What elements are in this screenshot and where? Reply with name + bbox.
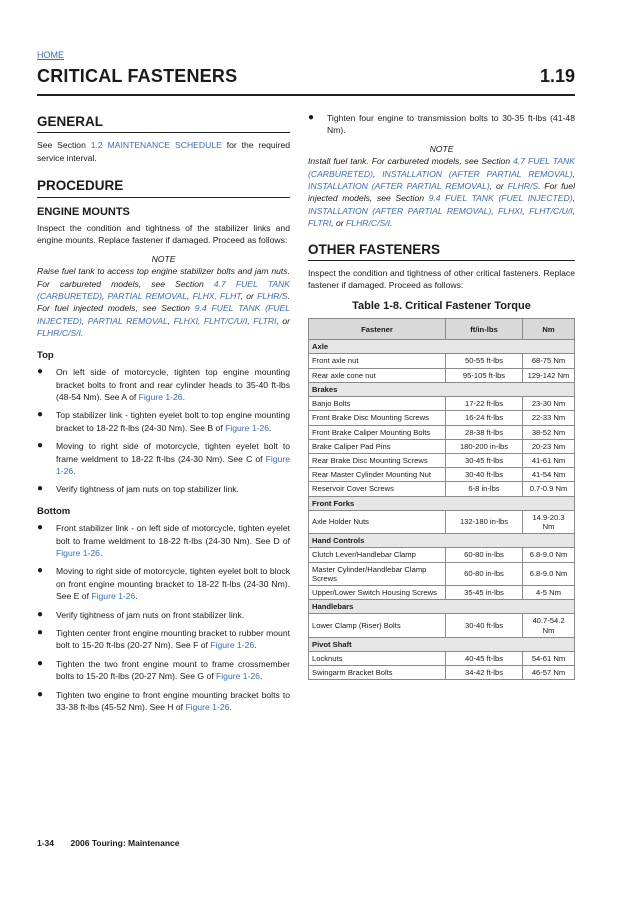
page-title-row bbox=[37, 66, 575, 87]
engine-mounts-heading: ENGINE MOUNTS bbox=[37, 205, 130, 218]
fastener-cell: Banjo Bolts bbox=[309, 397, 446, 411]
torque-ftlbs-cell: 28-38 ft-lbs bbox=[446, 425, 523, 439]
note-label: NOTE bbox=[151, 253, 176, 264]
torque-nm-cell: 38-52 Nm bbox=[523, 425, 575, 439]
cross-reference-link[interactable]: Figure 1-26 bbox=[56, 453, 290, 476]
text-run: . For fuel injected models, see Section bbox=[37, 291, 291, 314]
fastener-cell: Rear Brake Disc Mounting Screws bbox=[309, 453, 446, 467]
right-column bbox=[308, 112, 575, 680]
text-run: , bbox=[491, 205, 499, 216]
torque-ftlbs-cell: 30-45 ft-lbs bbox=[446, 453, 523, 467]
top-steps-list bbox=[37, 366, 290, 496]
table-header-cell: Fastener bbox=[309, 319, 446, 340]
cross-reference-link[interactable]: INSTALLATION (AFTER PARTIAL REMOVAL) bbox=[308, 181, 490, 192]
cross-reference-link[interactable]: Figure 1-26 bbox=[216, 671, 260, 682]
fastener-cell: Front Brake Caliper Mounting Bolts bbox=[309, 425, 446, 439]
text-run: , bbox=[247, 315, 254, 326]
text-run: , bbox=[522, 205, 530, 216]
note-text bbox=[37, 265, 290, 339]
text-run: Moving to right side of motorcycle, tighten eyelet bolt to block on front engine mounting bracket to 18-22 ft-lbs (24-30 Nm). See E of bbox=[56, 566, 290, 602]
fastener-cell: Clutch Lever/Handlebar Clamp bbox=[309, 548, 446, 562]
top-heading: Top bbox=[37, 349, 54, 361]
torque-ftlbs-cell: 16-24 ft-lbs bbox=[446, 411, 523, 425]
text-run: . bbox=[389, 218, 393, 229]
cross-reference-link[interactable]: PARTIAL REMOVAL bbox=[87, 315, 168, 326]
text-run: , bbox=[572, 205, 576, 216]
cross-reference-link[interactable]: FLHR/C/S/I bbox=[37, 328, 81, 339]
cross-reference-link[interactable]: 9.4 FUEL TANK (FUEL INJECTED) bbox=[428, 193, 573, 204]
text-run: . For fuel injected models, see Section bbox=[308, 181, 575, 204]
torque-nm-cell: 40.7-54.2 Nm bbox=[523, 614, 575, 637]
section-label: Handlebars bbox=[309, 600, 575, 614]
table-caption: Table 1-8. Critical Fastener Torque bbox=[352, 299, 531, 312]
table-row bbox=[309, 453, 575, 467]
table-row bbox=[309, 614, 575, 637]
section-number: 1.19 bbox=[539, 66, 575, 86]
procedure-heading: PROCEDURE bbox=[37, 180, 290, 197]
page-title: CRITICAL FASTENERS bbox=[37, 66, 238, 86]
text-run: , or bbox=[489, 181, 508, 192]
torque-ftlbs-cell: 40-45 ft-lbs bbox=[446, 651, 523, 665]
text-run: . bbox=[80, 328, 84, 339]
section-label: Hand Controls bbox=[309, 534, 575, 548]
table-row bbox=[309, 651, 575, 665]
fastener-cell: Rear axle cone nut bbox=[309, 368, 446, 382]
torque-nm-cell: 4-5 Nm bbox=[523, 585, 575, 599]
torque-nm-cell: 129-142 Nm bbox=[523, 368, 575, 382]
text-run: . bbox=[229, 702, 232, 713]
text-run: . bbox=[182, 391, 185, 402]
fastener-cell: Locknuts bbox=[309, 651, 446, 665]
engine-mounts-intro: Inspect the condition and tightness of the stabilizer links and engine mounts. Replace fastener if damaged. Proceed as follows: bbox=[37, 223, 290, 246]
section-label: Front Forks bbox=[309, 496, 575, 510]
text-run: Tighten two engine to front engine mounting bracket bolts to 33-38 ft-lbs (45-52 Nm). See H of bbox=[56, 689, 290, 713]
torque-ftlbs-cell: 50-55 ft-lbs bbox=[446, 354, 523, 368]
step-item bbox=[37, 627, 290, 652]
step-item bbox=[37, 483, 290, 495]
table-row bbox=[309, 562, 575, 585]
text-run: Tighten four engine to transmission bolts to 30-35 ft-lbs (41-48 Nm). bbox=[327, 113, 575, 136]
torque-nm-cell: 14.9-20.3 Nm bbox=[523, 510, 575, 533]
step-item bbox=[37, 689, 290, 714]
cross-reference-link[interactable]: FLHR/S bbox=[257, 291, 288, 302]
table-row bbox=[309, 666, 575, 680]
torque-nm-cell: 20-23 Nm bbox=[523, 439, 575, 453]
table-section-row bbox=[309, 637, 575, 651]
torque-nm-cell: 68-75 Nm bbox=[523, 354, 575, 368]
step-item bbox=[37, 440, 290, 477]
bottom-heading: Bottom bbox=[37, 505, 71, 517]
table-row bbox=[309, 585, 575, 599]
torque-ftlbs-cell: 60-80 in-lbs bbox=[446, 562, 523, 585]
table-section-row bbox=[309, 600, 575, 614]
other-fasteners-text: Inspect the condition and tightness of other critical fasteners. Replace fastener if damaged. Proceed as follows: bbox=[308, 268, 575, 291]
fastener-cell: Rear Master Cylinder Mounting Nut bbox=[309, 468, 446, 482]
torque-nm-cell: 23-30 Nm bbox=[523, 397, 575, 411]
torque-ftlbs-cell: 60-80 in-lbs bbox=[446, 548, 523, 562]
text-run: . bbox=[99, 547, 103, 558]
cross-reference-link[interactable]: INSTALLATION (AFTER PARTIAL REMOVAL) bbox=[382, 168, 573, 179]
text-run: , bbox=[187, 291, 193, 302]
cross-reference-link[interactable]: FLHR/S bbox=[507, 181, 539, 192]
text-run: , bbox=[101, 291, 108, 302]
text-run: . bbox=[135, 591, 138, 602]
text-run: Install fuel tank. For carbureted models, see Section bbox=[308, 156, 514, 167]
note-text bbox=[308, 155, 575, 229]
text-run: . bbox=[259, 671, 263, 682]
torque-nm-cell: 54-61 Nm bbox=[523, 651, 575, 665]
fastener-cell: Master Cylinder/Handlebar Clamp Screws bbox=[309, 562, 446, 585]
table-section-row bbox=[309, 496, 575, 510]
table-header-cell: Nm bbox=[523, 319, 575, 340]
text-run: , bbox=[372, 168, 383, 179]
cross-reference-link[interactable]: 4.7 FUEL TANK (CARBURETED) bbox=[37, 278, 290, 302]
table-row bbox=[309, 548, 575, 562]
text-run: Tighten the two front engine mount to frame crossmember bolts to 15-20 ft-lbs (20-27 Nm). See G of bbox=[56, 658, 290, 682]
step-item bbox=[37, 409, 290, 434]
table-section-row bbox=[309, 382, 575, 396]
fastener-cell: Front Brake Disc Mounting Screws bbox=[309, 411, 446, 425]
section-label: Pivot Shaft bbox=[309, 637, 575, 651]
torque-ftlbs-cell: 34-42 ft-lbs bbox=[446, 666, 523, 680]
cross-reference-link[interactable]: FLHXI, FLHT/C/U/I bbox=[173, 315, 248, 326]
step-item bbox=[308, 112, 575, 137]
torque-table bbox=[308, 318, 575, 680]
torque-nm-cell: 46-57 Nm bbox=[523, 666, 575, 680]
torque-nm-cell: 41-54 Nm bbox=[523, 468, 575, 482]
fastener-cell: Upper/Lower Switch Housing Screws bbox=[309, 585, 446, 599]
cross-reference-link[interactable]: FLTRI bbox=[253, 315, 277, 326]
other-fasteners-heading: OTHER FASTENERS bbox=[308, 244, 575, 261]
table-section-row bbox=[309, 534, 575, 548]
title-divider bbox=[37, 94, 575, 96]
cross-reference-link[interactable]: FLHXI bbox=[498, 205, 523, 216]
torque-nm-cell: 0.7-0.9 Nm bbox=[523, 482, 575, 496]
table-row bbox=[309, 468, 575, 482]
text-run: , bbox=[572, 168, 575, 179]
step-item bbox=[37, 522, 290, 559]
page-footer bbox=[37, 838, 180, 848]
fastener-cell: Lower Clamp (Riser) Bolts bbox=[309, 614, 446, 637]
footer-page-number: 1-34 bbox=[37, 838, 55, 848]
torque-nm-cell: 6.8-9.0 Nm bbox=[523, 548, 575, 562]
fastener-cell: Front axle nut bbox=[309, 354, 446, 368]
torque-ftlbs-cell: 35-45 in-lbs bbox=[446, 585, 523, 599]
text-run: , bbox=[167, 315, 174, 326]
cross-reference-link[interactable]: Figure 1-26 bbox=[185, 702, 230, 713]
table-row bbox=[309, 354, 575, 368]
text-run: , bbox=[572, 193, 575, 204]
table-row bbox=[309, 439, 575, 453]
step-item bbox=[37, 609, 290, 621]
text-run: Tighten center front engine mounting bracket to rubber mount bolt to 15-20 ft-lbs (20-27 Nm). See F of bbox=[56, 628, 290, 651]
torque-ftlbs-cell: 30-40 ft-lbs bbox=[446, 614, 523, 637]
torque-nm-cell: 41-61 Nm bbox=[523, 453, 575, 467]
cross-reference-link[interactable]: FLHT/C/U/I bbox=[529, 205, 573, 216]
text-run: . bbox=[73, 465, 76, 476]
cross-reference-link[interactable]: Figure 1-26 bbox=[210, 640, 255, 651]
table-row bbox=[309, 482, 575, 496]
cross-reference-link[interactable]: Figure 1-26 bbox=[56, 547, 100, 558]
text-run: Moving to right side of motorcycle, tighten eyelet bolt to frame weldment to 18-22 ft-lbs (24-30 Nm). See C of bbox=[56, 441, 290, 464]
fastener-cell: Swingarm Bracket Bolts bbox=[309, 666, 446, 680]
table-row bbox=[309, 425, 575, 439]
left-column bbox=[37, 112, 290, 719]
fastener-cell: Brake Caliper Pad Pins bbox=[309, 439, 446, 453]
table-section-row bbox=[309, 340, 575, 354]
text-run: Top stabilizer link - tighten eyelet bolt to top engine mounting bracket to 18-22 ft-lbs (24-30 Nm). See B of bbox=[56, 410, 290, 433]
cross-reference-link[interactable]: INSTALLATION (AFTER PARTIAL REMOVAL) bbox=[308, 205, 492, 216]
section-label: Brakes bbox=[309, 382, 575, 396]
table-row bbox=[309, 411, 575, 425]
torque-ftlbs-cell: 30-40 ft-lbs bbox=[446, 468, 523, 482]
text-run: . bbox=[254, 640, 257, 651]
bottom-steps-list bbox=[37, 522, 290, 713]
cross-reference-link[interactable]: FLTRI bbox=[308, 218, 332, 229]
fastener-cell: Reservoir Cover Screws bbox=[309, 482, 446, 496]
cross-reference-link[interactable]: FLHR/C/S/I bbox=[346, 218, 390, 229]
table-row bbox=[309, 368, 575, 382]
torque-ftlbs-cell: 95-105 ft-lbs bbox=[446, 368, 523, 382]
cross-reference-link[interactable]: Figure 1-26 bbox=[225, 422, 270, 433]
cross-reference-link[interactable]: 9.4 FUEL TANK (FUEL INJECTED) bbox=[37, 303, 290, 326]
step-item bbox=[37, 366, 290, 403]
torque-ftlbs-cell: 132-180 in-lbs bbox=[446, 510, 523, 533]
cross-reference-link[interactable]: PARTIAL REMOVAL bbox=[107, 291, 188, 302]
cross-reference-link[interactable]: Figure 1-26 bbox=[138, 391, 183, 402]
text-run: , bbox=[81, 315, 88, 326]
transmission-steps-list bbox=[308, 112, 575, 137]
cross-reference-link[interactable]: Figure 1-26 bbox=[91, 591, 136, 602]
table-row bbox=[309, 397, 575, 411]
table-row bbox=[309, 510, 575, 533]
general-text: See Section 1.2 MAINTENANCE SCHEDULE for the required service interval. bbox=[37, 140, 291, 163]
text-run: On left side of motorcycle, tighten top engine mounting bracket bolts to front and rear cylinder heads to 35-40 ft-lbs (48-54 Nm). See A of bbox=[56, 367, 290, 402]
torque-ftlbs-cell: 6-8 in-lbs bbox=[446, 482, 523, 496]
text-run: , or bbox=[276, 315, 291, 326]
text-run: Verify tightness of jam nuts on front stabilizer link. bbox=[56, 609, 245, 620]
footer-book-title: 2006 Touring: Maintenance bbox=[70, 838, 180, 848]
table-header-cell: ft/in-lbs bbox=[446, 319, 523, 340]
text-run: Raise fuel tank to access top engine stabilizer bolts and jam nuts. For carbureted models, see Section bbox=[37, 266, 290, 289]
text-run: Verify tightness of jam nuts on top stabilizer link. bbox=[56, 484, 239, 495]
text-run: , or bbox=[331, 218, 347, 229]
torque-nm-cell: 22-33 Nm bbox=[523, 411, 575, 425]
home-link[interactable]: HOME bbox=[37, 50, 64, 60]
maintenance-schedule-link[interactable]: 1.2 MAINTENANCE SCHEDULE bbox=[90, 140, 222, 151]
table-header-row bbox=[309, 319, 575, 340]
section-label: Axle bbox=[309, 340, 575, 354]
fastener-cell: Axle Holder Nuts bbox=[309, 510, 446, 533]
torque-ftlbs-cell: 180-200 in-lbs bbox=[446, 439, 523, 453]
cross-reference-link[interactable]: 4.7 FUEL TANK (CARBURETED) bbox=[308, 156, 575, 179]
note-label: NOTE bbox=[429, 143, 454, 154]
step-item bbox=[37, 565, 290, 602]
torque-ftlbs-cell: 17-22 ft-lbs bbox=[446, 397, 523, 411]
cross-reference-link[interactable]: FLHX, FLHT bbox=[192, 291, 241, 302]
step-item bbox=[37, 658, 290, 683]
general-heading: GENERAL bbox=[37, 116, 290, 133]
text-run: . bbox=[269, 422, 272, 433]
torque-nm-cell: 6.8-9.0 Nm bbox=[523, 562, 575, 585]
text-run: Front stabilizer link - on left side of motorcycle, tighten eyelet bolt to frame weldment to 18-22 ft-lbs (24-30 Nm). See D of bbox=[56, 523, 290, 546]
text-run: , or bbox=[240, 291, 258, 302]
